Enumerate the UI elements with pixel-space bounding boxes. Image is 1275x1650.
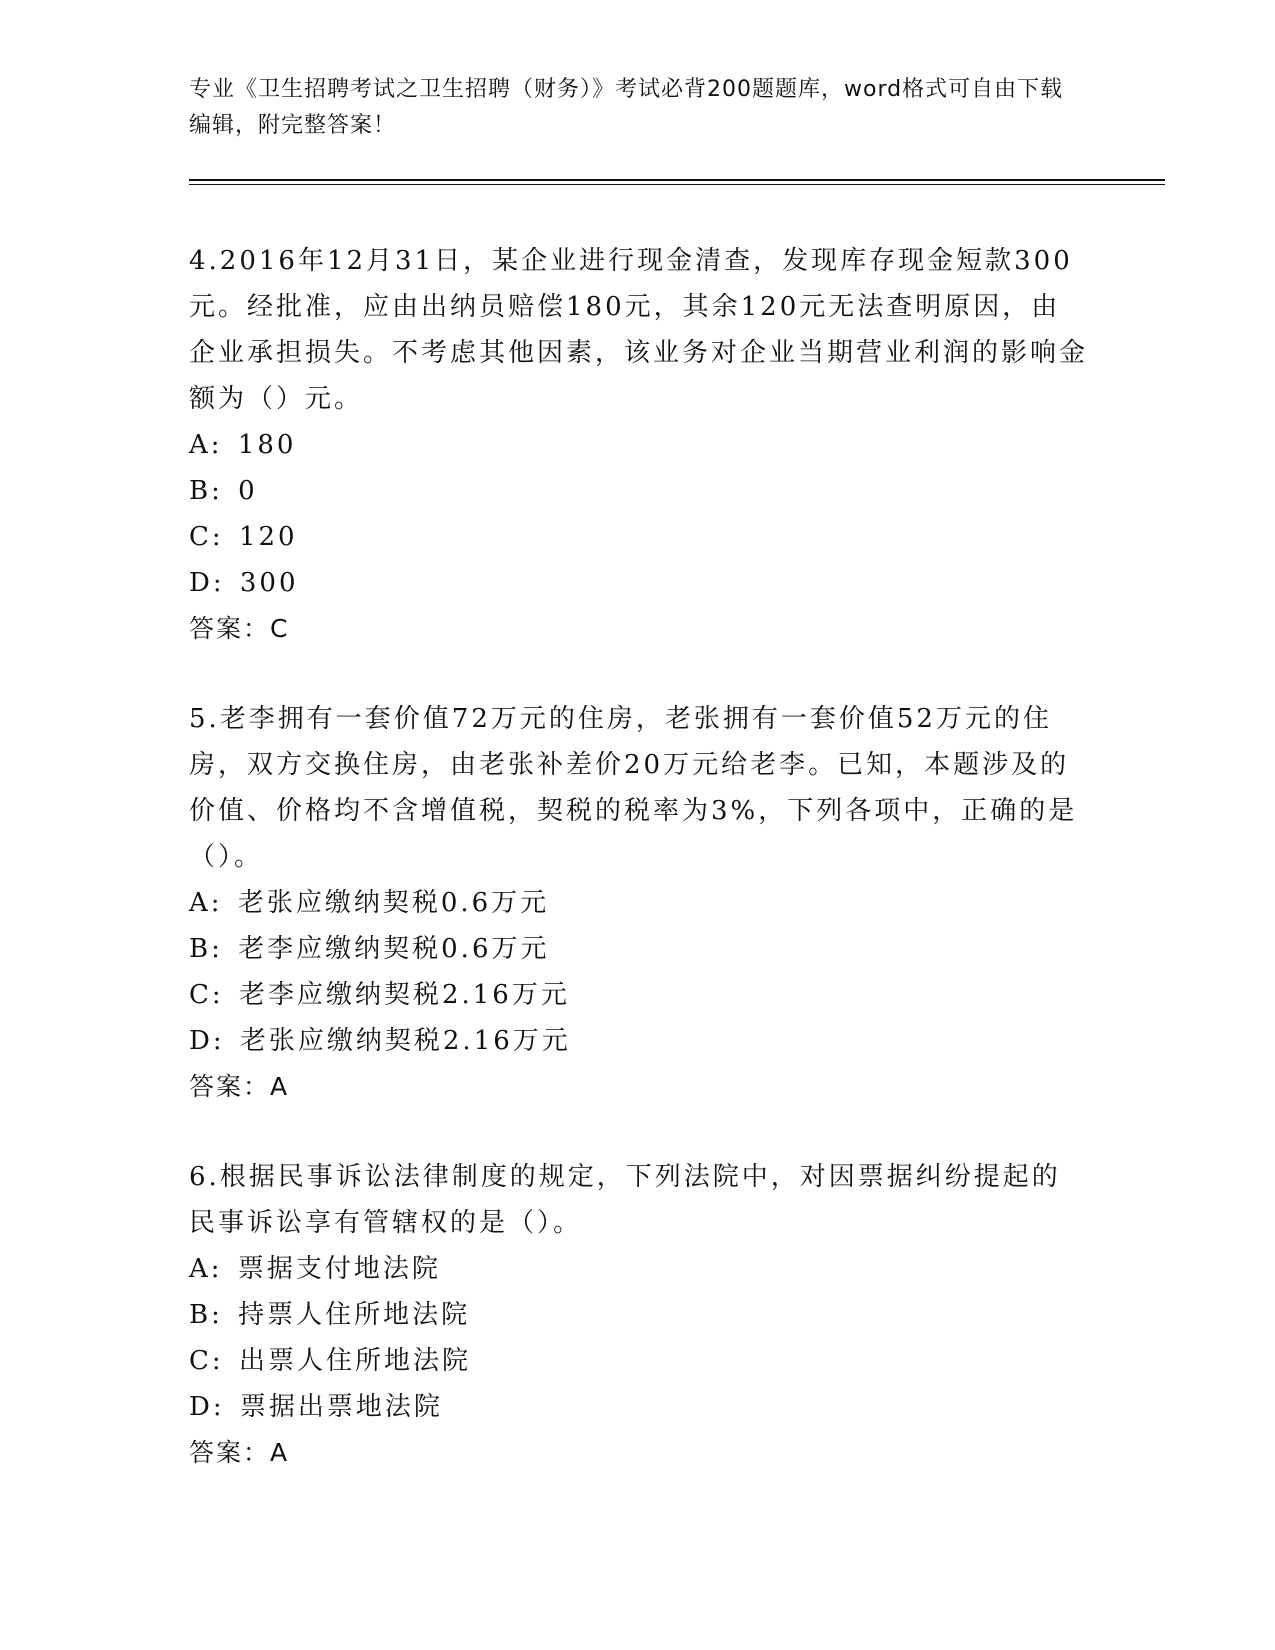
option-text: 持票人住所地法院	[238, 1300, 471, 1330]
answer-line: 答案：A	[189, 1072, 290, 1101]
option-d: D: 票据出票地法院	[189, 1392, 443, 1422]
option-text: 出票人住所地法院	[238, 1346, 471, 1376]
option-text: 老李应缴纳契税0.6万元	[238, 934, 550, 964]
option-a: A: 180	[189, 430, 297, 460]
question-stem: 4.2016年12月31日，某企业进行现金清查，发现库存现金短款300元。经批准，应由出纳员赔偿180元，其余120元无法查明原因，由企业承担损失。不考虑其他因素，该业务对企业当期营业利润的影响金额为（）元。	[189, 246, 1089, 414]
option-text: 票据支付地法院	[237, 1254, 441, 1284]
option-a: A: 老张应缴纳契税0.6万元	[189, 888, 550, 918]
option-text: 老张应缴纳契税0.6万元	[237, 888, 550, 918]
option-d: D: 300	[189, 568, 299, 598]
option-d: D: 老张应缴纳契税2.16万元	[189, 1026, 571, 1056]
answer-line: 答案：C	[189, 614, 290, 643]
option-b: B: 老李应缴纳契税0.6万元	[189, 934, 550, 964]
option-a: A: 票据支付地法院	[189, 1254, 441, 1284]
question-stem: 6.根据民事诉讼法律制度的规定，下列法院中，对因票据纠纷提起的民事诉讼享有管辖权的是（）。	[189, 1162, 1061, 1238]
question-block	[189, 1154, 1089, 1476]
answer-line: 答案：A	[189, 1438, 290, 1467]
question-stem: 5.老李拥有一套价值72万元的住房，老张拥有一套价值52万元的住房，双方交换住房，由老张补差价20万元给老李。已知，本题涉及的价值、价格均不含增值税，契税的税率为3%，下列各项中，正确的是（）。	[189, 704, 1078, 872]
option-text: 0	[238, 476, 258, 506]
header-divider-thick	[189, 179, 1165, 181]
option-text: 老张应缴纳契税2.16万元	[239, 1026, 571, 1056]
option-b: B: 0	[189, 476, 258, 506]
option-b: B: 持票人住所地法院	[189, 1300, 471, 1330]
option-c: C: 120	[189, 522, 298, 552]
header-divider-thin	[189, 184, 1165, 185]
option-text: 180	[237, 430, 297, 460]
option-text: 票据出票地法院	[239, 1392, 443, 1422]
option-text: 300	[239, 568, 299, 598]
document-header: 专业《卫生招聘考试之卫生招聘（财务）》考试必背200题题库，word格式可自由下载编辑，附完整答案！	[189, 77, 1064, 138]
question-block	[189, 238, 1089, 652]
question-block	[189, 696, 1089, 1110]
option-c: C: 老李应缴纳契税2.16万元	[189, 980, 570, 1010]
option-text: 120	[238, 522, 298, 552]
option-text: 老李应缴纳契税2.16万元	[238, 980, 570, 1010]
option-c: C: 出票人住所地法院	[189, 1346, 471, 1376]
